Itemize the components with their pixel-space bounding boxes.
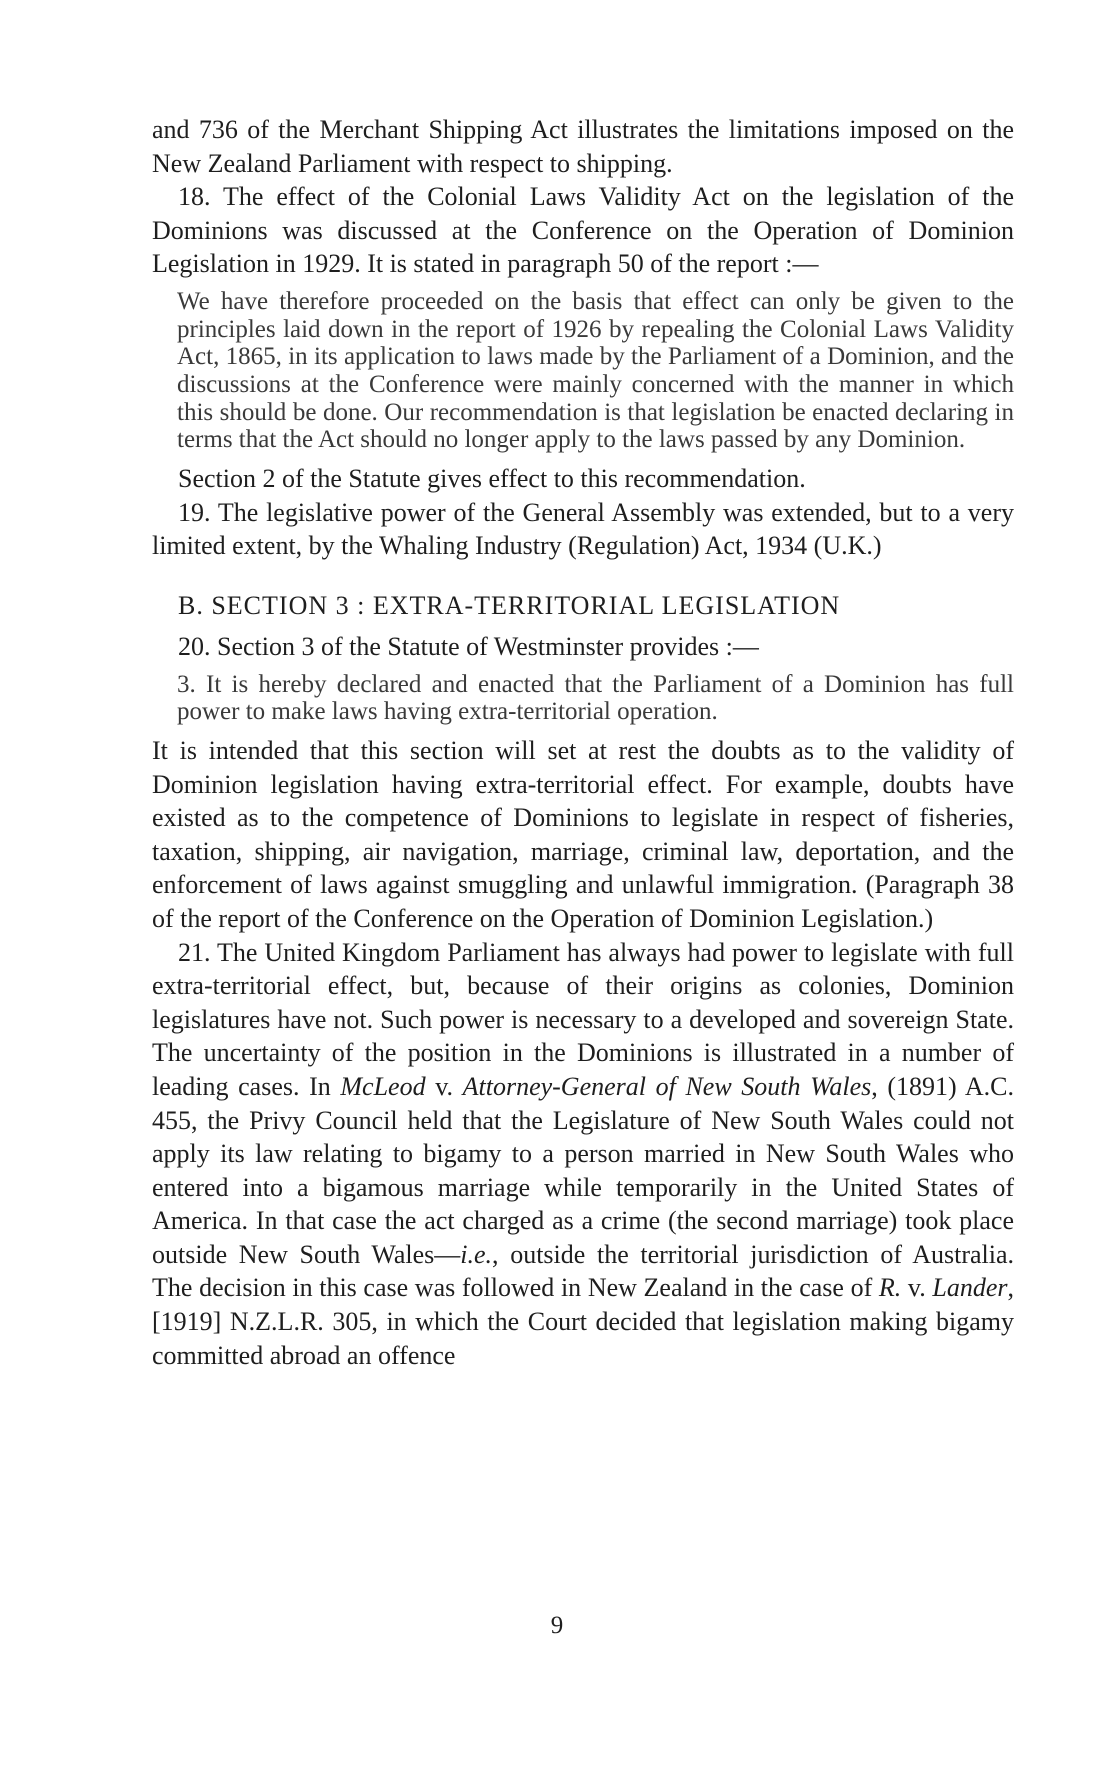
latin-abbreviation: i.e. xyxy=(460,1239,493,1269)
block-quote-report: We have therefore proceeded on the basis that effect can only be given to the principles laid down in the report of 1926 by repealing the Colonial Laws Validity Act, 1865, in its application to laws made by the Parliament of a Dominion, and the discussions at the Conference were mainly concerned with the manner in which this should be done. Our recommendation is that legislation be enacted declaring in terms that the Act should no longer apply to the laws passed by any Dominion. xyxy=(177,287,1014,454)
block-quote-section-3: 3. It is hereby declared and enacted that the Parliament of a Dominion has full power to make laws having extra-territorial operation. xyxy=(177,670,1014,726)
paragraph-continued: and 736 of the Merchant Shipping Act illustrates the limitations imposed on the New Zealand Parliament with respect to shipping. xyxy=(152,115,1014,178)
paragraph-section-2-effect: Section 2 of the Statute gives effect to this recommendation. xyxy=(178,464,806,494)
paragraph-21-text: , [1919] N.Z.L.R. 305, in which the Court decided that legislation making bigamy committed abroad an offence xyxy=(152,1273,1014,1370)
paragraph-20-continued: It is intended that this section will set at rest the doubts as to the validity of Dominion legislation having extra-territorial effect. For example, doubts have existed as to the competence of Dominions to legislate in respect of fisheries, taxation, shipping, air navigation, marriage, criminal law, deportation, and the enforcement of laws against smuggling and unlawful immigration. (Paragraph 38 of the report of the Conference on the Operation of Dominion Legislation.) xyxy=(152,735,1014,933)
paragraph-21-text: , outside the territorial jurisdiction of Australia. The decision in this case was followed in New Zealand in the case of xyxy=(152,1239,1014,1303)
paragraph-21-text: , (1891) A.C. 455, the Privy Council held that the Legislature of New South Wales could not apply its law relating to bigamy to a person married in New South Wales who entered into a bigamous marriage while temporarily in the United States of America. In that case the act charged as a crime (the second marriage) took place outside New South Wales— xyxy=(152,1071,1015,1269)
case-name-r: R. xyxy=(878,1273,902,1303)
paragraph-21-text: v. xyxy=(901,1273,933,1303)
paragraph-21-text: 21. The United Kingdom Parliament has always had power to legislate with full extra-territorial effect, but, because of their origins as colonies, Dominion legislatures have not. Such power is necessary to a developed and sovereign State. The uncertainty of the position in the Dominions is illustrated in a number of leading cases. In xyxy=(152,937,1014,1101)
case-name-mcleod: McLeod xyxy=(340,1071,426,1101)
case-name-attorney-general: Attorney-General of New South Wales xyxy=(462,1071,872,1101)
case-name-lander: Lander xyxy=(932,1273,1008,1303)
paragraph-20: 20. Section 3 of the Statute of Westminster provides :— xyxy=(178,631,759,661)
paragraph-19: 19. The legislative power of the General Assembly was extended, but to a very limited extent, by the Whaling Industry (Regulation) Act, 1934 (U.K.) xyxy=(152,497,1014,561)
paragraph-18: 18. The effect of the Colonial Laws Validity Act on the legislation of the Dominions was discussed at the Conference on the Operation of Dominion Legislation in 1929. It is stated in paragraph 50 of the report :— xyxy=(152,182,1014,279)
page-number: 9 xyxy=(550,1612,564,1639)
paragraph-21-text: v. xyxy=(425,1071,463,1101)
section-heading: B. SECTION 3 : EXTRA-TERRITORIAL LEGISLATION xyxy=(178,590,841,620)
paragraph-21 xyxy=(152,936,1014,1373)
